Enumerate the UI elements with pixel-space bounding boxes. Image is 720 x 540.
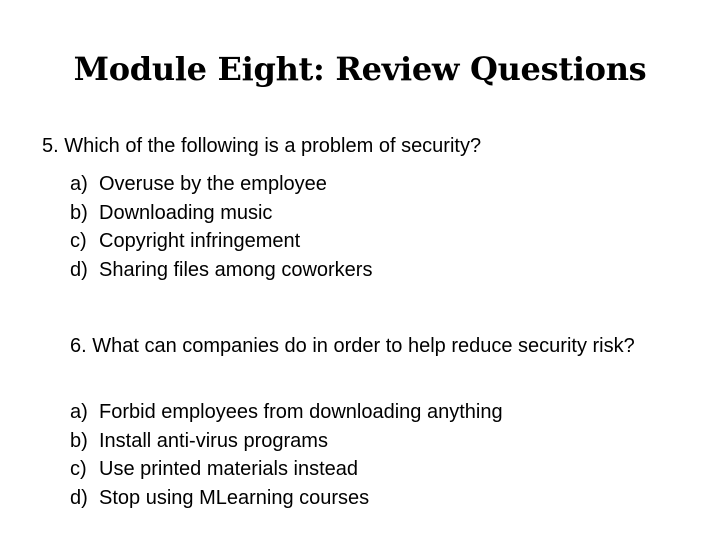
option-text: Stop using MLearning courses <box>99 487 370 510</box>
question-6-prompt: 6. What can companies do in order to help reduce security risk? <box>70 335 635 357</box>
option-letter: a) <box>70 401 88 423</box>
option-text: Downloading music <box>99 201 273 224</box>
question-5-option-d <box>70 256 670 285</box>
question-5-option-b <box>70 199 670 228</box>
question-6-option-d <box>70 484 670 513</box>
option-letter: b) <box>70 429 88 452</box>
question-5-prompt: 5. Which of the following is a problem of security? <box>42 135 482 157</box>
option-text: Forbid employees from downloading anything <box>99 401 503 423</box>
option-text: Overuse by the employee <box>99 173 327 195</box>
option-letter: b) <box>70 201 88 224</box>
option-text: Use printed materials instead <box>99 458 359 481</box>
option-letter: c) <box>70 458 87 481</box>
option-letter: a) <box>70 173 88 195</box>
option-letter: c) <box>70 230 87 253</box>
slide-title: Module Eight: Review Questions <box>73 50 647 88</box>
option-text: Sharing files among coworkers <box>99 259 373 282</box>
option-letter: d) <box>70 487 88 510</box>
option-text: Install anti-virus programs <box>99 429 328 452</box>
question-6-option-c <box>70 455 670 484</box>
option-text: Copyright infringement <box>99 230 301 253</box>
question-6-option-b <box>70 427 670 456</box>
question-6-options <box>70 398 670 513</box>
question-5-option-c <box>70 227 670 256</box>
question-5-options <box>70 170 670 285</box>
question-6-option-a <box>70 398 670 427</box>
option-letter: d) <box>70 259 88 282</box>
question-5-option-a <box>70 170 670 199</box>
